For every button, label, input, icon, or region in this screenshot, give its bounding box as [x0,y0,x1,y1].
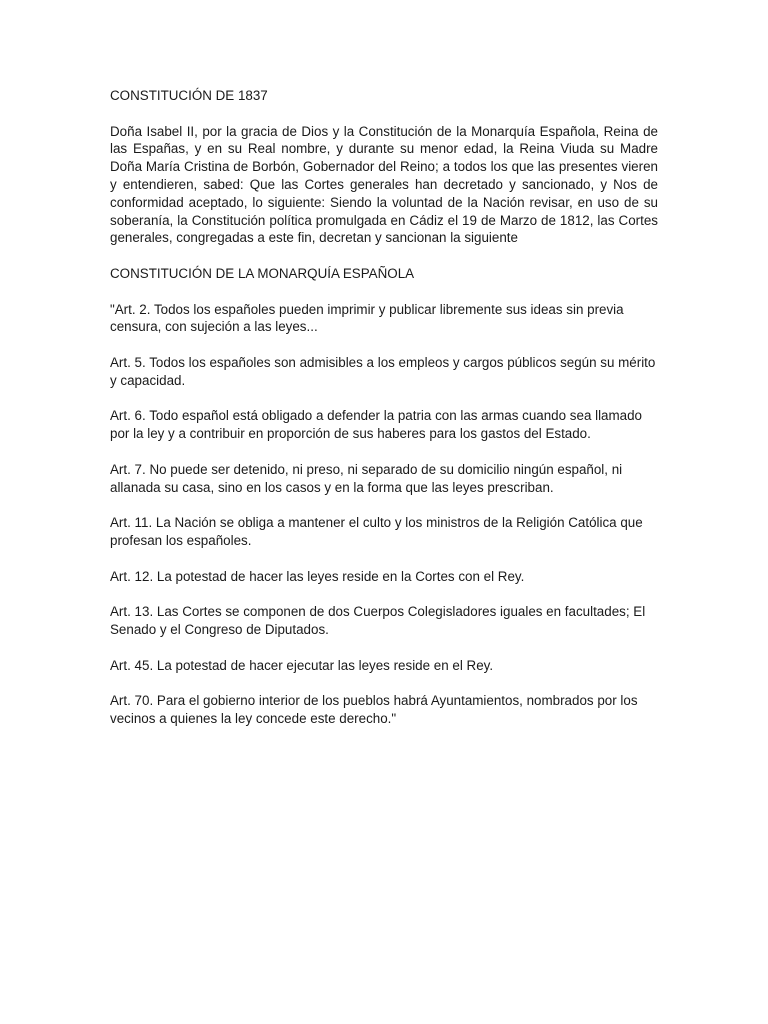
article-art-70: Art. 70. Para el gobierno interior de los pueblos habrá Ayuntamientos, nombrados por los vecinos a quienes la ley concede este derecho." [110,693,638,726]
section-heading: CONSTITUCIÓN DE LA MONARQUÍA ESPAÑOLA [110,265,415,281]
article-art-11: Art. 11. La Nación se obliga a mantener el culto y los ministros de la Religión Católica que profesan los españoles. [110,515,643,548]
article-art-2: "Art. 2. Todos los españoles pueden imprimir y publicar libremente sus ideas sin previa censura, con sujeción a las leyes... [110,301,624,335]
document-page [110,87,658,745]
document-title: CONSTITUCIÓN DE 1837 [110,88,268,103]
article-art-13: Art. 13. Las Cortes se componen de dos Cuerpos Colegisladores iguales en facultades; El Senado y el Congreso de Diputados. [110,604,646,637]
article-art-5: Art. 5. Todos los españoles son admisibles a los empleos y cargos públicos según su mérito y capacidad. [110,354,656,388]
article-art-7: Art. 7. No puede ser detenido, ni preso, ni separado de su domicilio ningún español, ni allanada su casa, sino en los casos y en la forma que las leyes prescriban. [110,461,623,495]
preamble-paragraph: Doña Isabel II, por la gracia de Dios y la Constitución de la Monarquía Española, Reina de las Españas, y en su Real nombre, y durante su menor edad, la Reina Viuda su Madre Doña María Cristina de Borbón, Gobernador del Reino; a todos los que las presentes vieren y entendieren, sabed: Que las Cortes generales han decretado y sancionado, y Nos de conformidad aceptado, lo siguiente: Siendo la voluntad de la Nación revisar, en uso de su soberanía, la Constitución política promulgada en Cádiz el 19 de Marzo de 1812, las Cortes generales, congregadas a este fin, decretan y sancionan la siguiente [110,123,658,246]
article-art-12: Art. 12. La potestad de hacer las leyes reside en la Cortes con el Rey. [110,568,525,584]
article-art-45: Art. 45. La potestad de hacer ejecutar las leyes reside en el Rey. [110,657,494,673]
article-art-6: Art. 6. Todo español está obligado a defender la patria con las armas cuando sea llamado por la ley y a contribuir en proporción de sus haberes para los gastos del Estado. [110,408,643,442]
